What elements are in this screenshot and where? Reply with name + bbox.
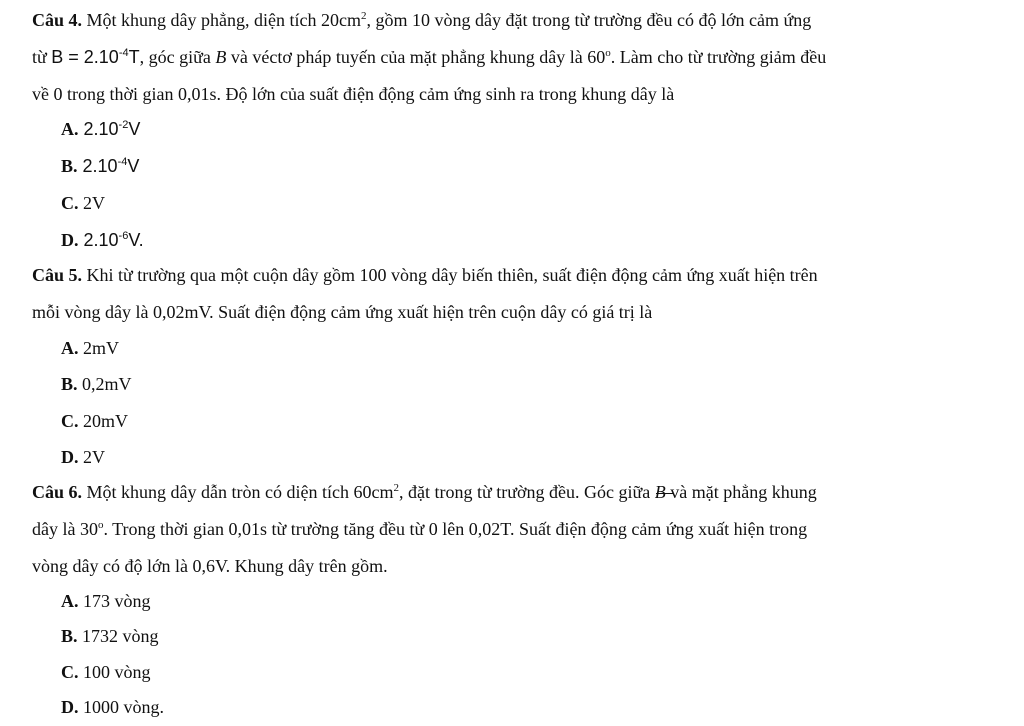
question-4-line-1: [32, 2, 982, 39]
question-5-line-1: [32, 257, 982, 294]
question-text: , gồm 10 vòng dây đặt trong từ trường đều có độ lớn cảm ứng: [366, 10, 812, 30]
question-6: [32, 474, 982, 585]
answer-option-q4-b[interactable]: B. $2.10^{-4}V$: [61, 156, 140, 176]
answer-option-q6-b[interactable]: B. 1732 vòng: [61, 626, 159, 646]
question-text: , đặt trong từ trường đều. Góc giữa: [398, 482, 655, 502]
answer-option-q4-c[interactable]: C. 2V: [61, 193, 105, 213]
answer-option-q5-c[interactable]: C. 20mV: [61, 411, 128, 431]
question-5-line-2: mỗi vòng dây là 0,02mV. Suất điện động cảm ứng xuất hiện trên cuộn dây có giá trị là: [32, 302, 653, 322]
field-vector-symbol: B: [655, 474, 666, 511]
angle-value: 30$^o$: [79, 519, 104, 539]
question-number: Câu 4.: [32, 10, 83, 30]
question-text: từ: [32, 47, 52, 67]
question-4: [32, 2, 982, 113]
answer-option-q6-c[interactable]: C. 100 vòng: [61, 662, 151, 682]
answer-option-q6-a[interactable]: A. 173 vòng: [61, 591, 151, 611]
question-6-line-3: vòng dây có độ lớn là 0,6V. Khung dây trên gồm.: [32, 556, 388, 576]
field-formula: $B = 2.10^{-4}T$: [51, 47, 140, 67]
field-symbol: B: [215, 47, 227, 67]
answer-option-q5-b[interactable]: B. 0,2mV: [61, 374, 132, 394]
area-value: $60cm^2$: [353, 482, 399, 502]
question-4-line-2: [32, 39, 982, 76]
answer-option-q4-a[interactable]: A. $2.10^{-2}V$: [61, 119, 141, 139]
question-text: và véctơ pháp tuyến của mặt phẳng khung dây là: [226, 47, 588, 67]
answer-option-q4-d[interactable]: D. $2.10^{-6}V$.: [61, 230, 144, 250]
answer-option-q6-d[interactable]: D. 1000 vòng.: [61, 697, 164, 717]
question-text: Khi từ trường qua một cuộn dây gồm 100 vòng dây biến thiên, suất điện động cảm ứng xuất hiện trên: [82, 265, 818, 285]
question-text: . Trong thời gian 0,01s từ trường tăng đều từ 0 lên 0,02T. Suất điện động cảm ứng xuất hiện trong: [103, 519, 808, 539]
question-text: Một khung dây dẫn tròn có diện tích: [82, 482, 354, 502]
angle-value: 60$^o$: [587, 47, 611, 67]
question-text: và mặt phẳng khung: [665, 482, 817, 502]
answer-option-q5-d[interactable]: D. 2V: [61, 447, 105, 467]
question-4-line-3: về 0 trong thời gian 0,01s. Độ lớn của suất điện động cảm ứng sinh ra trong khung dây là: [32, 84, 675, 104]
question-number: Câu 6.: [32, 482, 83, 502]
question-6-line-2: [32, 511, 982, 548]
question-text: dây là: [32, 519, 80, 539]
question-number: Câu 5.: [32, 265, 83, 285]
question-text: , góc giữa: [139, 47, 216, 67]
area-value: $20cm^2$: [320, 10, 367, 30]
question-5: [32, 257, 982, 331]
question-text: Một khung dây phẳng, diện tích: [82, 10, 321, 30]
question-6-line-1: [32, 474, 982, 511]
question-text: . Làm cho từ trường giảm đều: [610, 47, 827, 67]
answer-option-q5-a[interactable]: A. 2mV: [61, 338, 119, 358]
